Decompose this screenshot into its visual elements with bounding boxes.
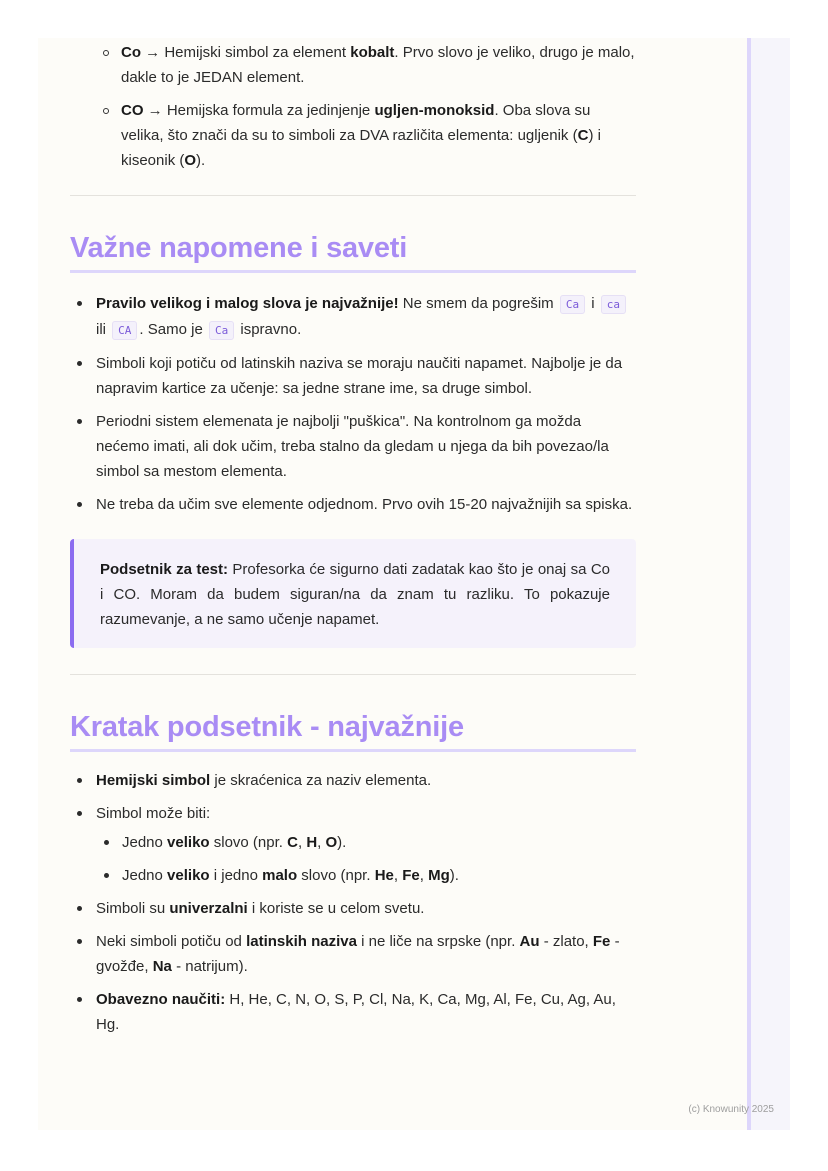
tips-list bbox=[70, 291, 636, 517]
document-content bbox=[70, 38, 636, 1045]
list-item: Neki simboli potiču od latinskih naziva i ne liče na srpske (npr. Au - zlato, Fe - gvožđe, Na - natrijum). bbox=[70, 929, 636, 979]
right-margin-panel bbox=[748, 38, 790, 1130]
callout-accent-bar bbox=[70, 539, 74, 648]
divider bbox=[70, 195, 636, 196]
test-reminder-callout: Podsetnik za test: Profesorka će sigurno dati zadatak kao što je onaj sa Co i CO. Moram da budem siguran/na da znam tu razliku. To pokazuje razumevanje, a ne samo učenje napamet. bbox=[70, 539, 636, 648]
list-item: Pravilo velikog i malog slova je najvažnije! Ne smem da pogrešim Ca i ca ili CA . Samo je Ca ispravno. bbox=[70, 291, 636, 343]
nested-list bbox=[96, 830, 636, 888]
list-item: Jedno veliko i jedno malo slovo (npr. He, Fe, Mg). bbox=[96, 863, 636, 888]
list-item: Periodni sistem elemenata je najbolji "puškica". Na kontrolnom ga možda nećemo imati, ali dok učim, treba stalno da gledam u njega da bih povezao/la simbol sa mestom elementa. bbox=[70, 409, 636, 484]
list-item: Simbol može biti: Jedno veliko slovo (npr. C, H, O). Jedno veliko i jedno malo slovo (npr. He, Fe, Mg). bbox=[70, 801, 636, 888]
code-inline: Ca bbox=[209, 321, 234, 340]
margin-divider bbox=[747, 38, 751, 1130]
co-comparison-list bbox=[70, 40, 636, 173]
list-item: Obavezno naučiti: H, He, C, N, O, S, P, Cl, Na, K, Ca, Mg, Al, Fe, Cu, Ag, Au, Hg. bbox=[70, 987, 636, 1037]
section-heading: Važne napomene i saveti bbox=[70, 230, 636, 273]
code-inline: Ca bbox=[560, 295, 585, 314]
list-item: Ne treba da učim sve elemente odjednom. Prvo ovih 15-20 najvažnijih sa spiska. bbox=[70, 492, 636, 517]
copyright-notice: (c) Knowunity 2025 bbox=[688, 1104, 774, 1115]
code-inline: ca bbox=[601, 295, 626, 314]
list-item: Jedno veliko slovo (npr. C, H, O). bbox=[96, 830, 636, 855]
list-item: Hemijski simbol je skraćenica za naziv elementa. bbox=[70, 768, 636, 793]
summary-list bbox=[70, 768, 636, 1037]
list-item: Simboli su univerzalni i koriste se u celom svetu. bbox=[70, 896, 636, 921]
section-heading: Kratak podsetnik - najvažnije bbox=[70, 709, 636, 752]
code-inline: CA bbox=[112, 321, 137, 340]
list-item: CO → Hemijska formula za jedinjenje ugljen-monoksid. Oba slova su velika, što znači da su to simboli za DVA različita elementa: ugljenik (C) i kiseonik (O). bbox=[70, 98, 636, 173]
list-item: Simboli koji potiču od latinskih naziva se moraju naučiti napamet. Najbolje je da napravim kartice za učenje: sa jedne strane ime, sa druge simbol. bbox=[70, 351, 636, 401]
list-item: Co → Hemijski simbol za element kobalt. Prvo slovo je veliko, drugo je malo, dakle to je JEDAN element. bbox=[70, 40, 636, 90]
divider bbox=[70, 674, 636, 675]
